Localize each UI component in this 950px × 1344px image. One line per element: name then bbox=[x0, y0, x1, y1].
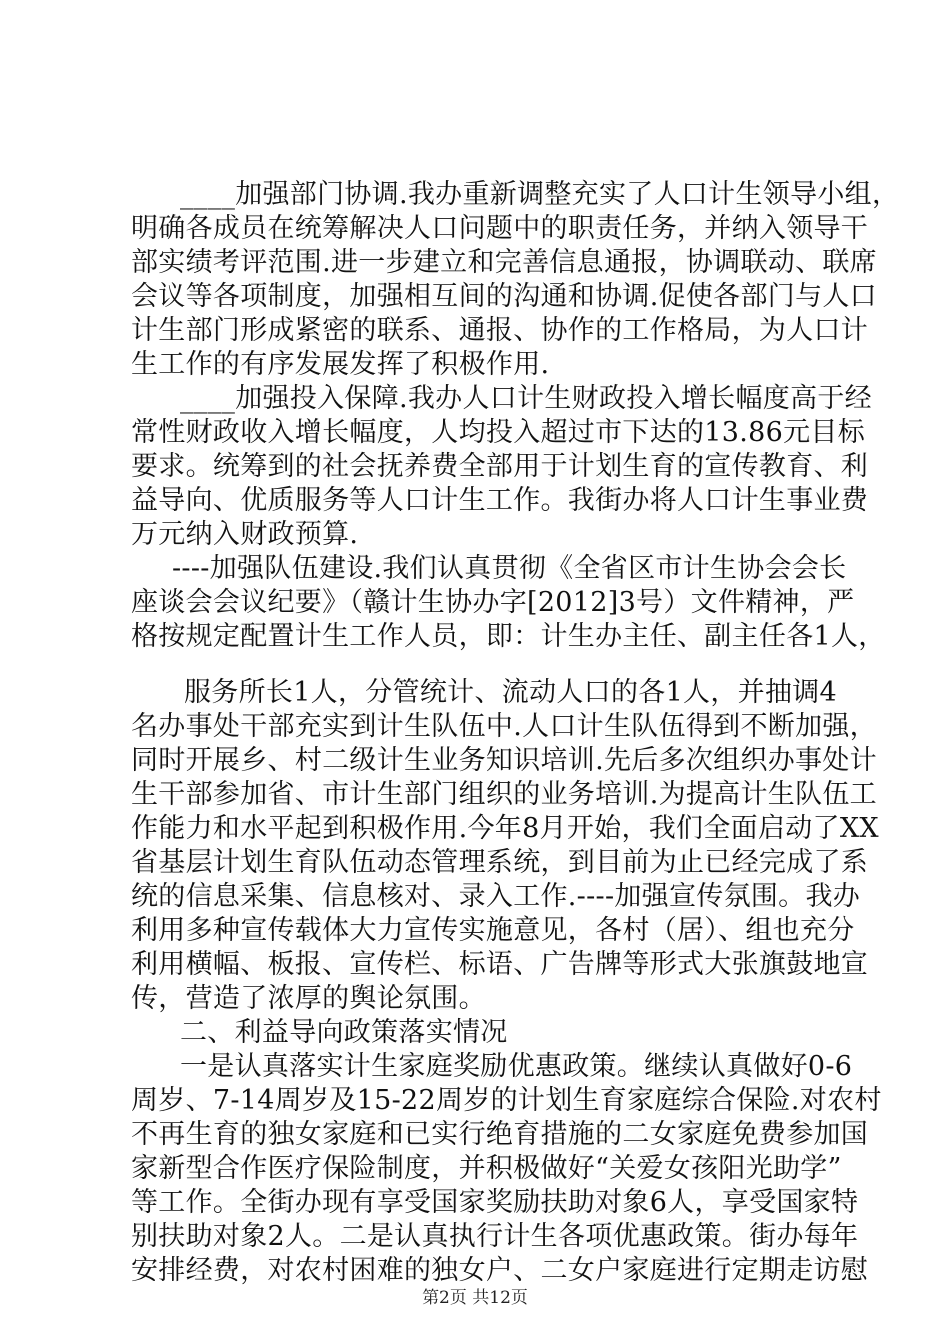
text-line: 统的信息采集、信息核对、录入工作.----加强宣传氛围。我办 bbox=[131, 881, 861, 912]
text-line: 一是认真落实计生家庭奖励优惠政策。继续认真做好0-6 bbox=[180, 1051, 853, 1082]
text-line: 座谈会会议纪要》（赣计生协办字[2012]3号）文件精神，严 bbox=[131, 587, 855, 618]
text-line: 格按规定配置计生工作人员，即：计生办主任、副主任各1人， bbox=[131, 621, 886, 652]
text-line: ____加强投入保障.我办人口计生财政投入增长幅度高于经 bbox=[180, 383, 872, 414]
text-line: 名办事处干部充实到计生队伍中.人口计生队伍得到不断加强， bbox=[131, 711, 877, 742]
text-line: 传，营造了浓厚的舆论氛围。 bbox=[131, 983, 486, 1014]
text-line: 家新型合作医疗保险制度，并积极做好“关爱女孩阳光助学” bbox=[131, 1153, 842, 1184]
text-line: 万元纳入财政预算. bbox=[131, 519, 359, 550]
text-line: 益导向、优质服务等人口计生工作。我街办将人口计生事业费 bbox=[131, 485, 869, 516]
page-number-footer: 第2页 共12页 bbox=[422, 1288, 528, 1308]
text-line: 周岁、7-14周岁及15-22周岁的计划生育家庭综合保险.对农村 bbox=[131, 1085, 882, 1116]
text-line: 不再生育的独女家庭和已实行绝育措施的二女家庭免费参加国 bbox=[131, 1119, 869, 1150]
text-line: 部实绩考评范围.进一步建立和完善信息通报，协调联动、联席 bbox=[131, 247, 877, 278]
text-line: 同时开展乡、村二级计生业务知识培训.先后多次组织办事处计 bbox=[131, 745, 877, 776]
text-line: 常性财政收入增长幅度，人均投入超过市下达的13.86元目标 bbox=[131, 417, 865, 448]
text-line: 别扶助对象2人。二是认真执行计生各项优惠政策。街办每年 bbox=[131, 1221, 859, 1252]
text-line: 明确各成员在统筹解决人口问题中的职责任务，并纳入领导干 bbox=[131, 213, 869, 244]
text-line: 要求。统筹到的社会抚养费全部用于计划生育的宣传教育、利 bbox=[131, 451, 869, 482]
text-line: 省基层计划生育队伍动态管理系统，到目前为止已经完成了系 bbox=[131, 847, 869, 878]
text-line: 生工作的有序发展发挥了积极作用. bbox=[131, 349, 550, 380]
text-line: 利用横幅、板报、宣传栏、标语、广告牌等形式大张旗鼓地宣 bbox=[131, 949, 869, 980]
text-line: 计生部门形成紧密的联系、通报、协作的工作格局，为人口计 bbox=[131, 315, 869, 346]
text-line: 生干部参加省、市计生部门组织的业务培训.为提高计生队伍工 bbox=[131, 779, 877, 810]
text-line: 服务所长1人，分管统计、流动人口的各1人，并抽调4 bbox=[184, 677, 838, 708]
text-line: 等工作。全街办现有享受国家奖励扶助对象6人，享受国家特 bbox=[131, 1187, 859, 1218]
text-line: 作能力和水平起到积极作用.今年8月开始，我们全面启动了XX bbox=[131, 813, 879, 844]
section-heading: 二、利益导向政策落实情况 bbox=[180, 1017, 508, 1048]
text-line: ____加强部门协调.我办重新调整充实了人口计生领导小组， bbox=[180, 179, 900, 210]
text-line: ----加强队伍建设.我们认真贯彻《全省区市计生协会会长 bbox=[172, 553, 847, 584]
text-line: 会议等各项制度，加强相互间的沟通和协调.促使各部门与人口 bbox=[131, 281, 877, 312]
text-line: 利用多种宣传载体大力宣传实施意见，各村（居）、组也充分 bbox=[131, 915, 855, 946]
text-line: 安排经费，对农村困难的独女户、二女户家庭进行定期走访慰 bbox=[131, 1255, 869, 1286]
